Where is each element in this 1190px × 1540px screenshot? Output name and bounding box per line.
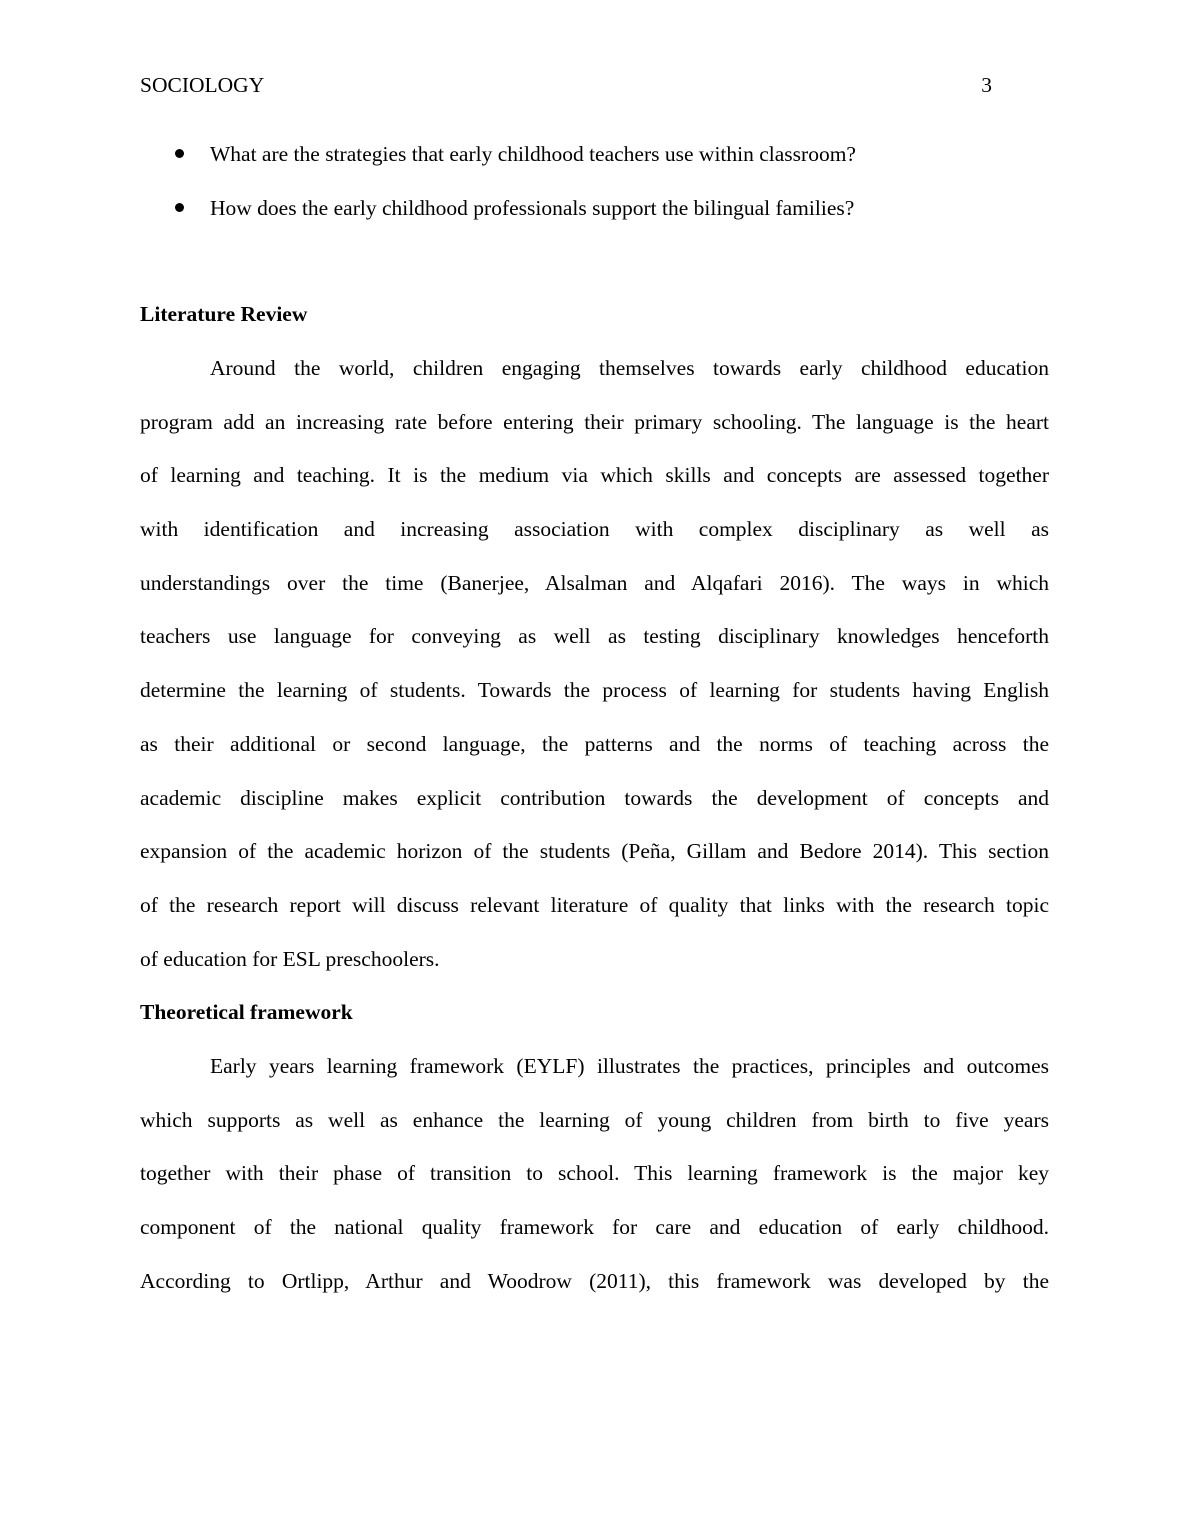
page-header: [140, 70, 992, 100]
paragraph-line: teachers use language for conveying as well as testing disciplinary knowledges henceforth: [140, 624, 1049, 649]
list-item-text: What are the strategies that early childhood teachers use within classroom?: [210, 142, 856, 166]
paragraph-line: with identification and increasing association with complex disciplinary as well as: [140, 517, 1049, 542]
research-questions-list: [140, 138, 1049, 246]
paragraph-line: which supports as well as enhance the learning of young children from birth to five years: [140, 1107, 1049, 1132]
paragraph-line: expansion of the academic horizon of the students (Peña, Gillam and Bedore 2014). This section: [140, 839, 1049, 864]
list-item-text: How does the early childhood professionals support the bilingual families?: [210, 196, 855, 220]
paragraph-line: determine the learning of students. Towards the process of learning for students having English: [140, 678, 1049, 703]
list-item: [140, 138, 1049, 192]
paragraph-line: component of the national quality framework for care and education of early childhood.: [140, 1215, 1049, 1240]
paragraph-line: together with their phase of transition to school. This learning framework is the major key: [140, 1161, 1049, 1186]
paragraph-line: According to Ortlipp, Arthur and Woodrow (2011), this framework was developed by the: [140, 1268, 1049, 1293]
page-number: 3: [981, 73, 992, 97]
running-head: SOCIOLOGY: [140, 73, 265, 97]
paragraph-line: Early years learning framework (EYLF) illustrates the practices, principles and outcomes: [210, 1054, 1049, 1078]
paragraph-line: Around the world, children engaging themselves towards early childhood education: [210, 356, 1049, 380]
theoretical-framework-paragraph: [140, 1040, 1049, 1308]
paragraph-line: of education for ESL preschoolers.: [140, 946, 440, 971]
paragraph-line: program add an increasing rate before entering their primary schooling. The language is the heart: [140, 409, 1049, 434]
paragraph-line: of learning and teaching. It is the medium via which skills and concepts are assessed together: [140, 463, 1049, 488]
literature-review-heading: Literature Review: [140, 302, 308, 326]
paragraph-line: of the research report will discuss relevant literature of quality that links with the research topic: [140, 892, 1049, 917]
literature-review-paragraph: [140, 342, 1049, 986]
paragraph-line: as their additional or second language, the patterns and the norms of teaching across the: [140, 731, 1049, 756]
paragraph-line: understandings over the time (Banerjee, Alsalman and Alqafari 2016). The ways in which: [140, 570, 1049, 595]
theoretical-framework-heading: Theoretical framework: [140, 1000, 353, 1024]
bullet-icon: [175, 203, 184, 212]
paragraph-line: academic discipline makes explicit contribution towards the development of concepts and: [140, 785, 1049, 810]
list-item: [140, 192, 1049, 246]
bullet-icon: [175, 149, 184, 158]
